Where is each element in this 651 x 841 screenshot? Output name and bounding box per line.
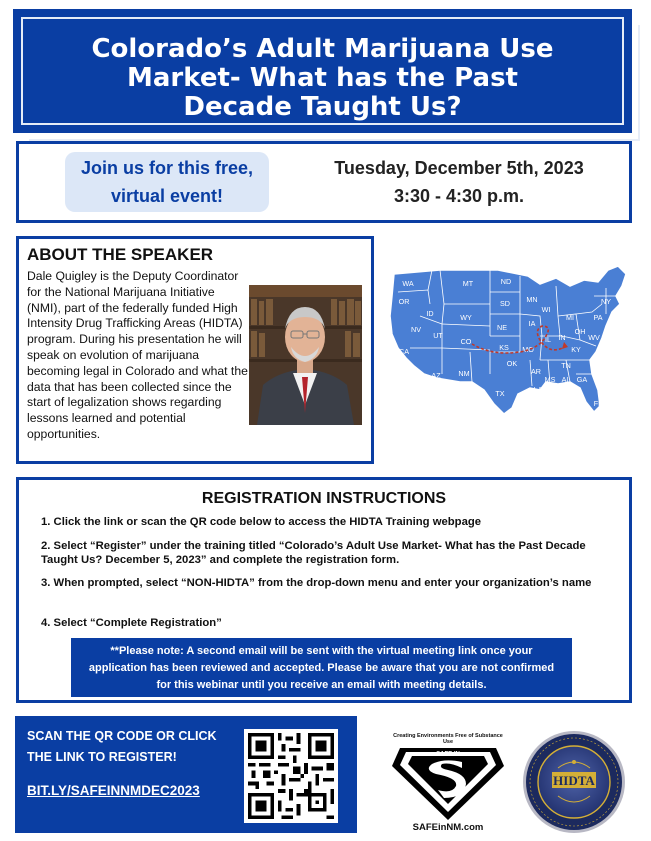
svg-text:OH: OH [574,327,586,336]
svg-text:CA: CA [399,347,409,356]
event-date: Tuesday, December 5th, 2023 [334,158,584,178]
svg-text:TX: TX [495,389,505,398]
qr-prompt [27,726,237,768]
svg-text:LA: LA [533,385,543,394]
svg-text:HIDTA: HIDTA [553,773,595,788]
svg-text:MS: MS [544,375,556,384]
us-map-icon [380,256,642,426]
event-info-box [16,141,632,223]
svg-text:SAFE IN: SAFE IN [436,751,460,758]
us-map [380,256,642,426]
registration-heading: REGISTRATION INSTRUCTIONS [201,490,447,507]
event-datetime [309,154,609,210]
registration-step-1: 1. Click the link or scan the QR code below to access the HIDTA Training webpage [41,516,482,528]
svg-text:IN: IN [558,333,566,342]
hidta-seal-icon [522,730,626,834]
speaker-photo [249,285,362,425]
registration-box [16,477,632,703]
svg-text:MN: MN [526,295,538,304]
qr-prompt-line-1: SCAN THE QR CODE OR CLICK [27,729,217,743]
registration-step-4: 4. Select “Complete Registration” [41,617,222,629]
svg-text:IL: IL [545,335,551,344]
svg-text:NC: NC [600,353,612,362]
svg-text:KS: KS [499,343,509,352]
svg-text:MI: MI [566,313,574,322]
svg-text:NY: NY [601,297,611,306]
registration-step-3: 3. When prompted, select “NON-HIDTA” from the drop-down menu and enter your organization’s name [41,577,592,589]
svg-text:AL: AL [561,375,571,384]
invite-line-2: virtual event! [110,186,224,206]
speaker-portrait-icon [249,285,362,425]
svg-text:GA: GA [576,375,588,384]
svg-text:SC: SC [593,365,603,374]
svg-text:VA: VA [601,341,611,350]
svg-text:FL: FL [593,399,603,408]
title-banner [13,9,632,133]
superman-shield-icon [392,742,504,822]
svg-text:WA: WA [402,279,414,288]
svg-text:NE: NE [497,323,507,332]
hidta-seal [522,730,626,834]
registration-step-2: 2. Select “Register” under the training titled “Colorado’s Adult Use Market- What has the Past Decade Taught Us? December 5, 2023” and complete the registration form. [41,540,586,566]
registration-link[interactable]: BIT.LY/SAFEINNMDEC2023 [27,783,200,798]
svg-text:TN: TN [561,361,571,370]
svg-text:WI: WI [541,305,551,314]
title-line-3: Decade Taught Us? [183,92,462,122]
svg-text:ND: ND [500,277,512,286]
qr-code[interactable] [244,729,338,823]
invite-line-1: Join us for this free, [80,158,254,178]
svg-text:OK: OK [506,359,518,368]
svg-text:NM: NM [458,369,470,378]
title-line-1: Colorado’s Adult Marijuana Use [91,34,554,64]
svg-text:AZ: AZ [431,371,441,380]
svg-text:AR: AR [531,367,541,376]
svg-text:WY: WY [460,313,472,322]
qr-code-icon [244,729,338,823]
title-line-2: Market- What has the Past [127,63,518,93]
qr-prompt-line-2: THE LINK TO REGISTER! [27,750,177,764]
svg-text:OR: OR [398,297,410,306]
speaker-bio: Dale Quigley is the Deputy Coordinator for the National Marijuana Initiative (NMI), part of the federally funded High Intensity Drug Trafficking Areas (HIDTA) program. During his presentation he will speak on evolution of marijuana becoming legal in Colorado and what the data that has been collected since the start of legalization shows regarding lessons learned and potential opportunities. [27,269,248,441]
svg-text:IA: IA [528,319,536,328]
svg-text:ME: ME [624,273,636,282]
invite-badge [65,152,269,212]
qr-panel [15,716,357,833]
svg-text:CO: CO [460,337,472,346]
speaker-heading: ABOUT THE SPEAKER [27,245,214,264]
svg-text:WV: WV [588,333,600,342]
page-title [33,35,612,122]
svg-text:MO: MO [522,345,534,354]
event-time: 3:30 - 4:30 p.m. [393,186,525,206]
safe-logo-url: SAFEinNM.com [412,822,484,833]
svg-text:KY: KY [571,345,581,354]
svg-text:NJ: NJ [614,310,622,316]
registration-note: **Please note: A second email will be sent with the virtual meeting link once your application has been reviewed and accepted. Please be aware that you are not confirmed for this webinar until you receive an email with meeting details. [71,638,572,697]
svg-text:MT: MT [462,279,474,288]
svg-text:MD: MD [609,328,619,334]
safe-logo-caption: Creating Environments Free of Substance Use [393,733,503,745]
svg-text:NV: NV [411,325,421,334]
svg-text:DE: DE [619,320,629,326]
safe-in-nm-logo [392,733,504,833]
svg-text:PA: PA [593,313,603,322]
about-speaker-box [16,236,374,464]
svg-text:SD: SD [500,299,510,308]
svg-text:UT: UT [433,331,443,340]
svg-text:ID: ID [426,309,434,318]
